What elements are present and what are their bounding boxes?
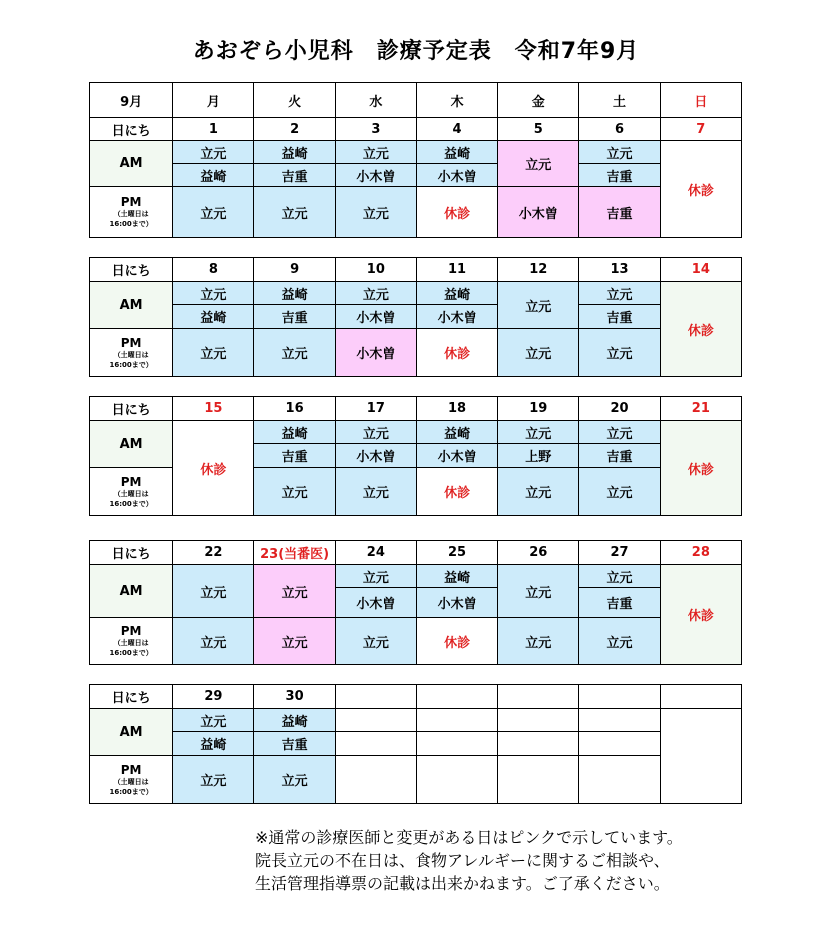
doctor-cell: 立元 [335,282,416,305]
empty-cell [660,685,741,709]
am-label: AM [90,565,173,618]
schedule-week-4 [89,540,742,665]
empty-cell [498,732,579,756]
weekday-header: 水 [335,83,416,118]
doctor-cell: 立元 [579,565,660,588]
pm-note: （土曜日は [113,639,149,647]
date-cell: 19 [498,397,579,421]
empty-cell [335,756,416,804]
empty-cell [660,709,741,804]
doctor-cell: 立元 [498,282,579,329]
am-label: AM [90,282,173,329]
date-row-label: 日にち [90,258,173,282]
pm-label-text: PM [120,474,142,489]
doctor-cell: 立元 [335,187,416,238]
date-cell-sunday: 7 [660,118,741,141]
weekday-header-sunday: 日 [660,83,741,118]
date-cell: 18 [416,397,497,421]
closed-cell: 休診 [416,468,497,516]
empty-cell [335,709,416,732]
empty-cell [335,685,416,709]
pm-note: （土曜日は [113,489,149,498]
doctor-cell: 小木曽 [335,444,416,468]
doctor-cell-changed: 小木曽 [335,329,416,377]
date-cell: 6 [579,118,660,141]
date-cell: 9 [254,258,335,282]
footnote [255,826,683,895]
pm-note: 16:00まで） [109,220,153,228]
empty-cell [498,709,579,732]
schedule-week-2 [89,257,742,377]
doctor-cell: 立元 [498,421,579,444]
schedule-week-1 [89,82,742,238]
date-cell: 10 [335,258,416,282]
doctor-cell-changed: 立元 [254,618,335,665]
pm-note: （土曜日は [113,210,149,218]
doctor-cell-changed: 小木曽 [498,187,579,238]
doctor-cell: 立元 [579,421,660,444]
doctor-cell: 吉重 [579,444,660,468]
closed-cell: 休診 [416,187,497,238]
doctor-cell: 上野 [498,444,579,468]
date-cell: 1 [173,118,254,141]
doctor-cell: 立元 [254,468,335,516]
doctor-cell: 吉重 [254,732,335,756]
doctor-cell: 立元 [498,468,579,516]
date-cell: 3 [335,118,416,141]
date-cell: 16 [254,397,335,421]
doctor-cell: 立元 [335,565,416,588]
date-cell-sunday: 21 [660,397,741,421]
date-cell: 29 [173,685,254,709]
closed-cell: 休診 [660,282,741,377]
pm-note: 16:00まで） [109,649,153,657]
date-row-label: 日にち [90,541,173,565]
doctor-cell: 立元 [579,468,660,516]
am-label: AM [90,421,173,468]
date-row-label: 日にち [90,685,173,709]
doctor-cell: 立元 [254,329,335,377]
doctor-cell: 益崎 [416,282,497,305]
date-cell: 5 [498,118,579,141]
pm-label-text: PM [120,195,142,209]
closed-cell: 休診 [416,329,497,377]
weekday-header: 火 [254,83,335,118]
weekday-header: 月 [173,83,254,118]
date-cell: 22 [173,541,254,565]
closed-cell: 休診 [173,421,254,516]
month-header: 9月 [90,83,173,118]
doctor-cell: 立元 [335,421,416,444]
doctor-cell: 益崎 [254,421,335,444]
footnote-line: 生活管理指導票の記載は出来かねます。ご了承ください。 [255,874,670,893]
doctor-cell-changed: 立元 [498,141,579,187]
doctor-cell: 立元 [173,282,254,305]
doctor-cell: 小木曽 [416,164,497,187]
date-cell: 13 [579,258,660,282]
doctor-cell: 益崎 [254,709,335,732]
doctor-cell: 吉重 [254,305,335,329]
doctor-cell: 益崎 [173,732,254,756]
closed-cell: 休診 [416,618,497,665]
pm-label-text: PM [120,624,142,638]
date-cell: 2 [254,118,335,141]
date-cell-holiday: 15 [173,397,254,421]
doctor-cell: 益崎 [254,141,335,164]
pm-label [90,756,173,804]
empty-cell [579,709,660,732]
closed-cell: 休診 [660,565,741,665]
closed-cell: 休診 [660,421,741,516]
date-row-label: 日にち [90,397,173,421]
weekday-header: 金 [498,83,579,118]
pm-label [90,618,173,665]
doctor-cell: 立元 [173,565,254,618]
doctor-cell: 小木曽 [335,588,416,618]
footnote-line: 院長立元の不在日は、食物アレルギーに関するご相談や、 [255,851,670,870]
doctor-cell: 吉重 [579,588,660,618]
date-cell: 8 [173,258,254,282]
pm-label [90,329,173,377]
date-cell: 20 [579,397,660,421]
doctor-cell: 小木曽 [416,588,497,618]
doctor-cell: 立元 [498,329,579,377]
date-cell: 30 [254,685,335,709]
doctor-cell: 立元 [498,565,579,618]
doctor-cell: 小木曽 [416,305,497,329]
am-label: AM [90,709,173,756]
doctor-cell: 立元 [498,618,579,665]
doctor-cell: 立元 [173,756,254,804]
doctor-cell: 吉重 [254,164,335,187]
doctor-cell: 立元 [173,329,254,377]
closed-cell: 休診 [660,141,741,238]
doctor-cell: 立元 [254,756,335,804]
weekday-header: 土 [579,83,660,118]
date-cell: 24 [335,541,416,565]
empty-cell [579,685,660,709]
date-cell: 27 [579,541,660,565]
empty-cell [416,732,497,756]
empty-cell [498,756,579,804]
schedule-week-3 [89,396,742,516]
doctor-cell: 立元 [335,468,416,516]
date-cell: 11 [416,258,497,282]
weekday-header: 木 [416,83,497,118]
date-cell: 12 [498,258,579,282]
doctor-cell: 益崎 [416,565,497,588]
empty-cell [498,685,579,709]
doctor-cell: 益崎 [173,305,254,329]
pm-note: 16:00まで） [109,360,153,369]
doctor-cell: 益崎 [416,421,497,444]
doctor-cell: 益崎 [416,141,497,164]
empty-cell [416,756,497,804]
date-cell-sunday: 14 [660,258,741,282]
pm-label-text: PM [120,335,142,350]
doctor-cell: 立元 [335,141,416,164]
doctor-cell: 立元 [579,141,660,164]
doctor-cell: 益崎 [254,282,335,305]
empty-cell [579,756,660,804]
am-label: AM [90,141,173,187]
date-cell: 25 [416,541,497,565]
pm-label-text: PM [120,762,142,777]
empty-cell [416,685,497,709]
doctor-cell: 小木曽 [416,444,497,468]
doctor-cell: 吉重 [254,444,335,468]
pm-label [90,187,173,238]
doctor-cell: 立元 [579,282,660,305]
doctor-cell: 立元 [254,187,335,238]
pm-note: 16:00まで） [109,787,153,796]
pm-note: 16:00まで） [109,499,153,508]
footnote-line: ※通常の診療医師と変更がある日はピンクで示しています。 [255,828,683,847]
date-cell: 26 [498,541,579,565]
empty-cell [416,709,497,732]
doctor-cell: 立元 [173,709,254,732]
date-cell-sunday: 28 [660,541,741,565]
date-cell-holiday: 23(当番医) [254,541,335,565]
doctor-cell-changed: 立元 [254,565,335,618]
page-title: あおぞら小児科 診療予定表 令和7年9月 [192,39,640,64]
empty-cell [579,732,660,756]
schedule-week-5 [89,684,742,804]
pm-note: （土曜日は [113,350,149,359]
doctor-cell: 立元 [579,618,660,665]
date-cell: 17 [335,397,416,421]
date-cell: 4 [416,118,497,141]
doctor-cell: 小木曽 [335,164,416,187]
doctor-cell: 吉重 [579,305,660,329]
doctor-cell: 立元 [173,618,254,665]
pm-note: （土曜日は [113,777,149,786]
doctor-cell: 立元 [335,618,416,665]
pm-label [90,468,173,516]
doctor-cell: 吉重 [579,164,660,187]
doctor-cell: 立元 [579,329,660,377]
doctor-cell-changed: 吉重 [579,187,660,238]
doctor-cell: 益崎 [173,164,254,187]
doctor-cell: 小木曽 [335,305,416,329]
doctor-cell: 立元 [173,141,254,164]
date-row-label: 日にち [90,118,173,141]
empty-cell [335,732,416,756]
doctor-cell: 立元 [173,187,254,238]
